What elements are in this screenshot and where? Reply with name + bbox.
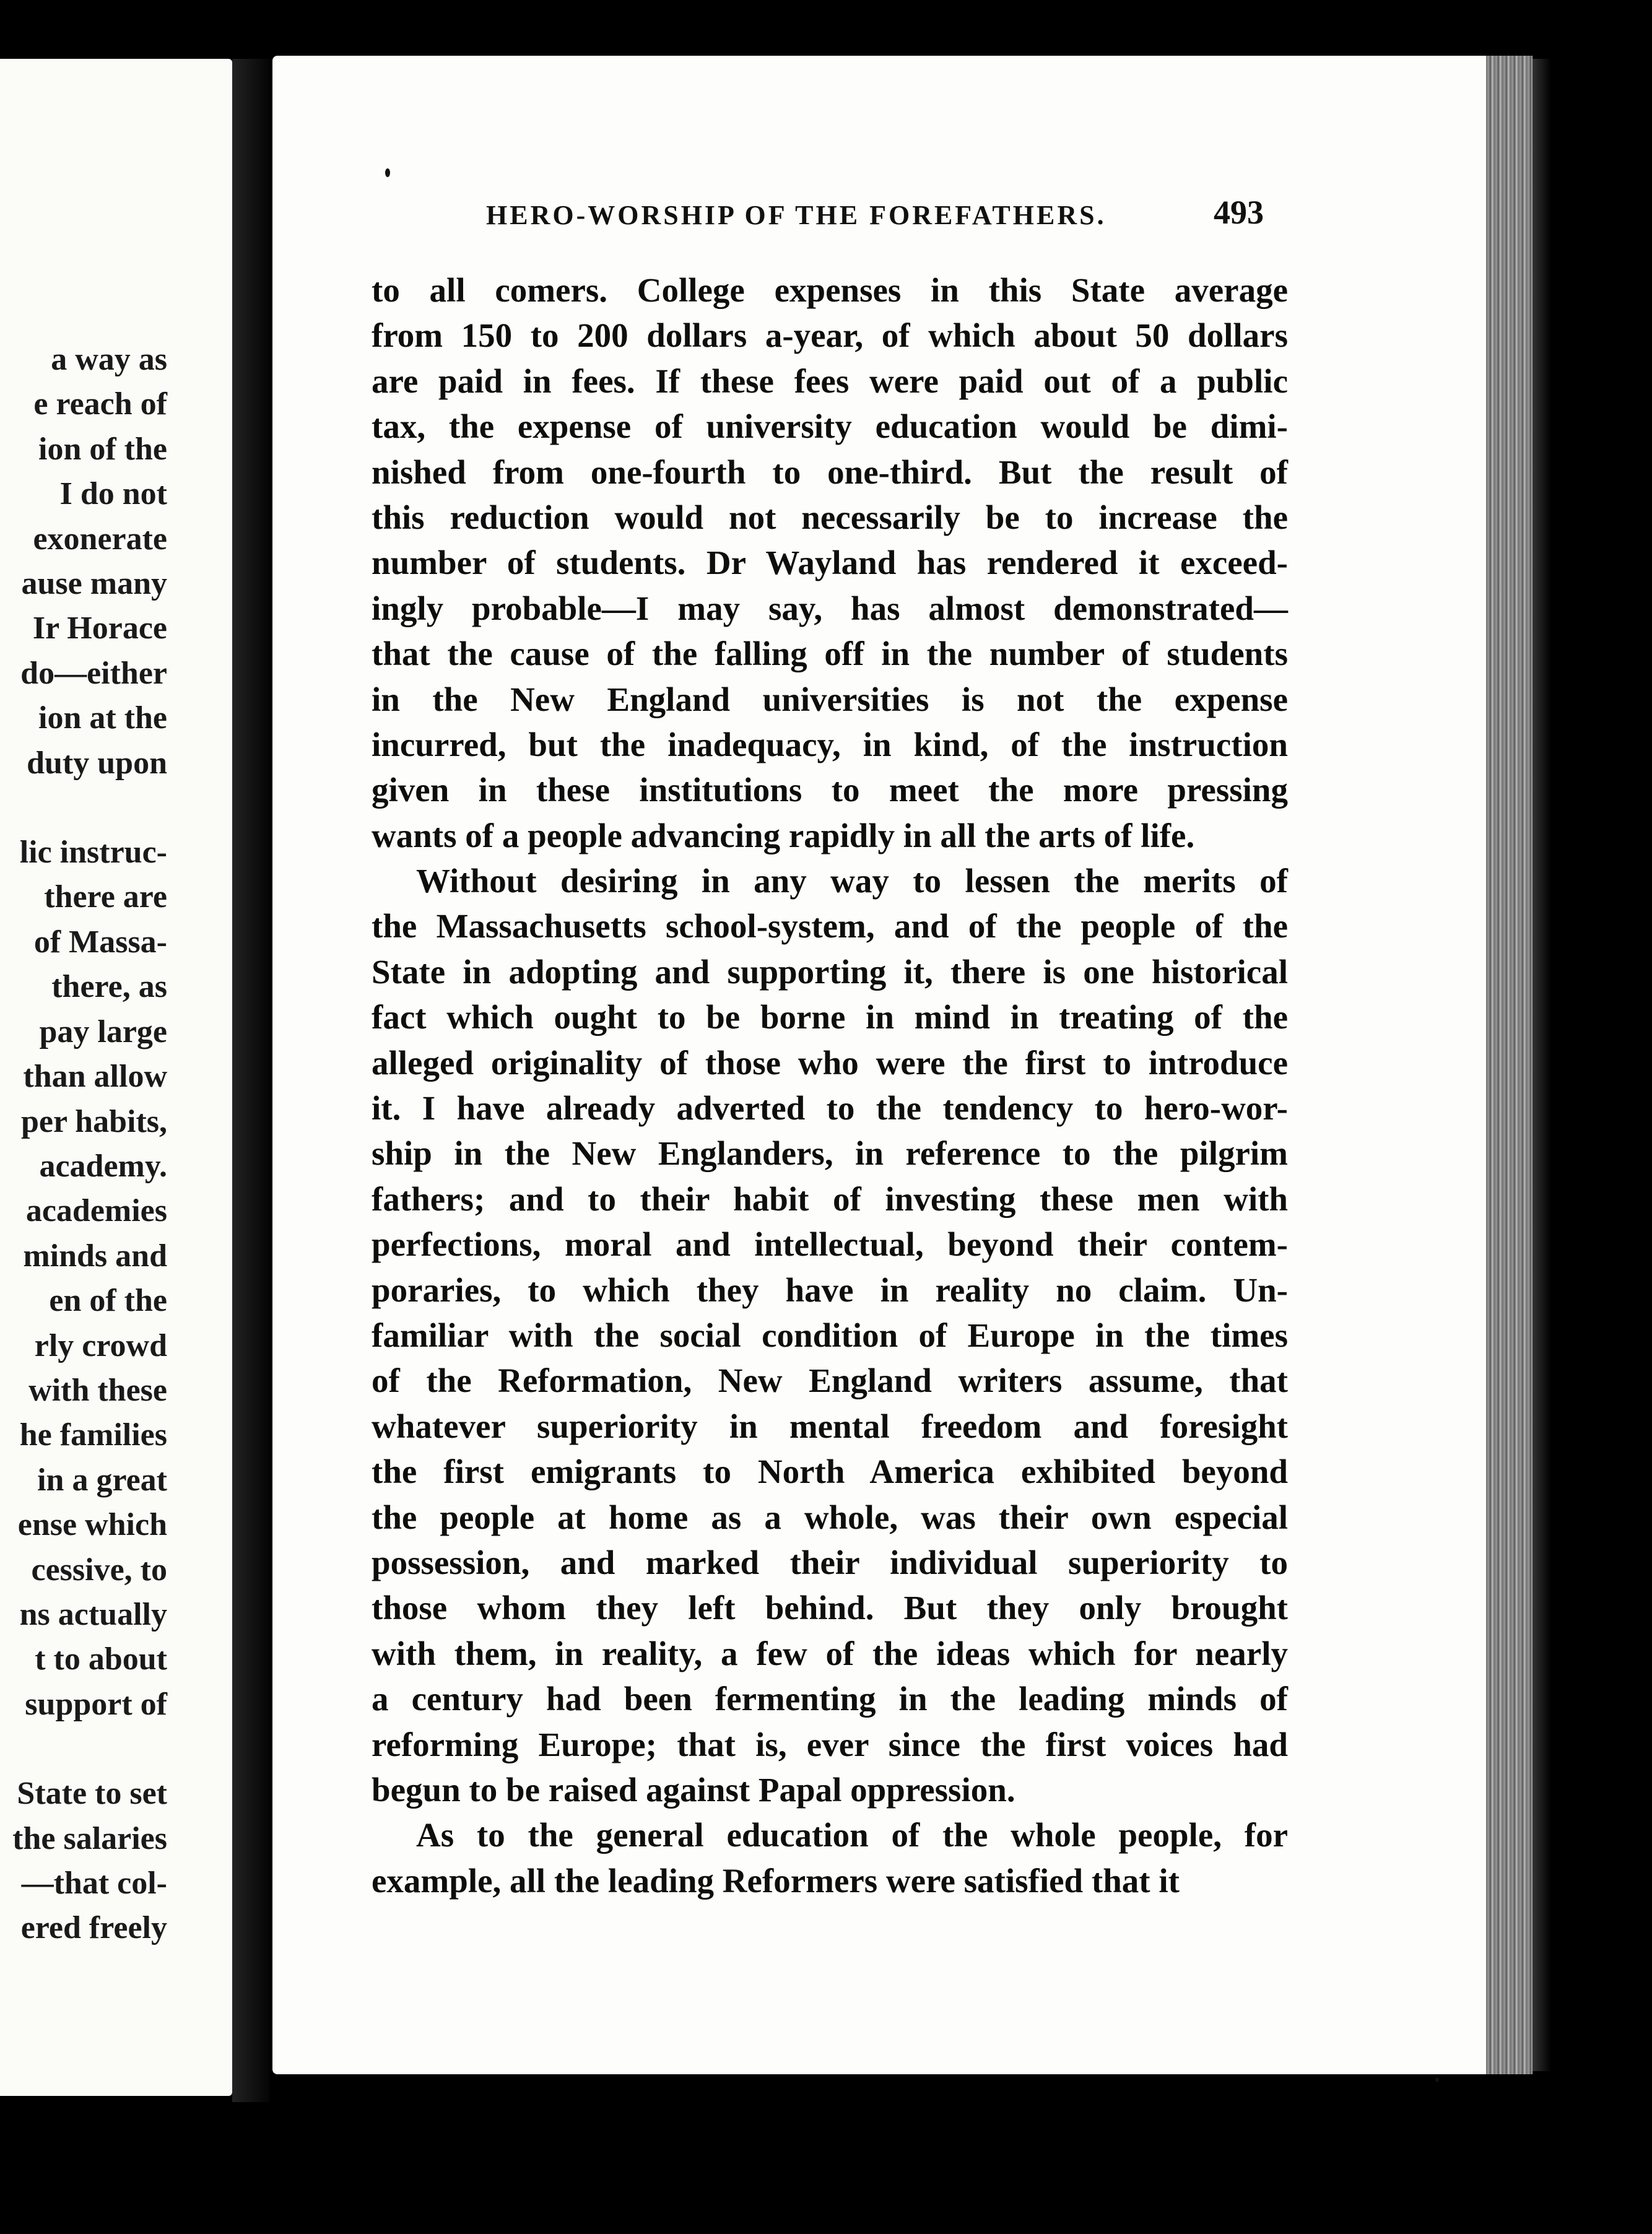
scan-speck (1435, 2077, 1439, 2082)
text-line: Without desiring in any way to lessen the merits of (416, 862, 1288, 900)
text-line: a century had been fermenting in the leading minds of (372, 1680, 1288, 1718)
facing-page-line: academies (25, 1193, 167, 1229)
facing-page-line: there, as (51, 969, 167, 1005)
facing-page-line: duty upon (27, 745, 167, 781)
facing-page-line: ense which (17, 1507, 167, 1543)
page-edge-shadow (1532, 59, 1551, 2071)
text-line: of the Reformation, New England writers assume, that (372, 1362, 1288, 1400)
page-edges (1486, 56, 1532, 2074)
facing-page-line: per habits, (21, 1103, 167, 1139)
text-line: the people at home as a whole, was their own especial (372, 1498, 1288, 1536)
text-line: fact which ought to be borne in mind in treating of the (372, 998, 1288, 1037)
facing-page-line: a way as (51, 342, 167, 377)
text-line: ship in the New Englanders, in reference to the pilgrim (372, 1134, 1288, 1173)
text-line: from 150 to 200 dollars a-year, of which about 50 dollars (372, 316, 1288, 355)
text-line: to all comers. College expenses in this State average (372, 271, 1288, 309)
facing-page-left (0, 59, 232, 2096)
facing-page-line: of Massa- (33, 924, 167, 960)
paragraph (372, 267, 1288, 858)
text-line: that the cause of the falling off in the number of students (372, 635, 1288, 673)
facing-page-line: he families (19, 1417, 167, 1453)
paragraph (372, 858, 1288, 1812)
text-line: As to the general education of the whole people, for (416, 1816, 1288, 1854)
text-line: with them, in reality, a few of the ideas which for nearly (372, 1634, 1288, 1672)
body-text (372, 267, 1288, 1903)
facing-page-line: with these (28, 1372, 167, 1408)
text-line: in the New England universities is not the expense (372, 680, 1288, 718)
text-line: reforming Europe; that is, ever since the first voices had (372, 1725, 1288, 1763)
facing-page-line: t to about (35, 1641, 167, 1677)
page-number: 493 (1214, 194, 1264, 231)
facing-page-line: ered freely (20, 1910, 167, 1946)
facing-page-line: e reach of (33, 386, 167, 422)
text-line: those whom they left behind. But they only brought (372, 1589, 1288, 1627)
facing-page-line: exonerate (33, 521, 167, 557)
text-line: begun to be raised against Papal oppression. (372, 1770, 1015, 1809)
facing-page-line: pay large (39, 1014, 167, 1050)
scan-speck (385, 168, 390, 177)
text-line: possession, and marked their individual superiority to (372, 1543, 1288, 1581)
text-line: alleged originality of those who were the first to introduce (372, 1043, 1288, 1082)
text-line: familiar with the social condition of Europe in the times (372, 1316, 1288, 1354)
paragraph (372, 1812, 1288, 1903)
facing-page-line (0, 786, 167, 830)
facing-page-line: the salaries (12, 1820, 167, 1856)
text-line: ingly probable—I may say, has almost demonstrated— (372, 589, 1288, 627)
text-line: poraries, to which they have in reality no claim. Un- (372, 1271, 1288, 1309)
facing-page-line (0, 1727, 167, 1771)
facing-page-line: —that col- (21, 1866, 167, 1901)
facing-page-line: rly crowd (34, 1328, 167, 1363)
text-line: wants of a people advancing rapidly in all the arts of life. (372, 816, 1195, 854)
text-line: number of students. Dr Wayland has rendered it exceed- (372, 544, 1288, 582)
facing-page-line: cessive, to (31, 1552, 167, 1588)
facing-page-line: en of the (49, 1283, 167, 1319)
text-line: the first emigrants to North America exhibited beyond (372, 1453, 1288, 1491)
facing-page-line: ion of the (38, 431, 167, 467)
facing-page-line: academy. (39, 1148, 167, 1184)
facing-page-line: ause many (21, 566, 167, 602)
text-line: the Massachusetts school-system, and of the people of the (372, 907, 1288, 945)
text-line: incurred, but the inadequacy, in kind, of the instruction (372, 725, 1288, 763)
text-line: given in these institutions to meet the more pressing (372, 771, 1288, 809)
facing-page-line: I do not (59, 476, 167, 512)
facing-page-line: than allow (23, 1059, 167, 1095)
facing-page-line: in a great (37, 1462, 167, 1498)
facing-page-line: State to set (17, 1776, 167, 1812)
book-gutter (232, 59, 269, 2102)
facing-page-line: do—either (20, 655, 167, 691)
text-line: are paid in fees. If these fees were paid out of a public (372, 362, 1288, 400)
facing-page-line: ion at the (38, 700, 167, 736)
facing-page-line: minds and (23, 1238, 167, 1274)
facing-page-line: lic instruc- (19, 835, 167, 871)
running-head: HERO-WORSHIP OF THE FOREFATHERS. (486, 200, 1106, 230)
facing-page-line: Ir Horace (32, 611, 167, 646)
text-line: nished from one-fourth to one-third. But the result of (372, 453, 1288, 491)
facing-page-text (0, 337, 167, 1951)
text-line: State in adopting and supporting it, there is one historical (372, 952, 1288, 991)
text-line: perfections, moral and intellectual, beyond their contem- (372, 1225, 1288, 1264)
facing-page-line: ns actually (19, 1596, 167, 1632)
text-line: this reduction would not necessarily be to increase the (372, 498, 1288, 536)
text-line: it. I have already adverted to the tendency to hero-wor- (372, 1089, 1288, 1128)
text-line: fathers; and to their habit of investing these men with (372, 1180, 1288, 1218)
text-line: example, all the leading Reformers were satisfied that it (372, 1861, 1180, 1900)
text-line: tax, the expense of university education would be dimi- (372, 407, 1288, 446)
facing-page-line: support of (25, 1686, 167, 1722)
text-line: whatever superiority in mental freedom and foresight (372, 1407, 1288, 1445)
facing-page-line: there are (44, 879, 167, 915)
